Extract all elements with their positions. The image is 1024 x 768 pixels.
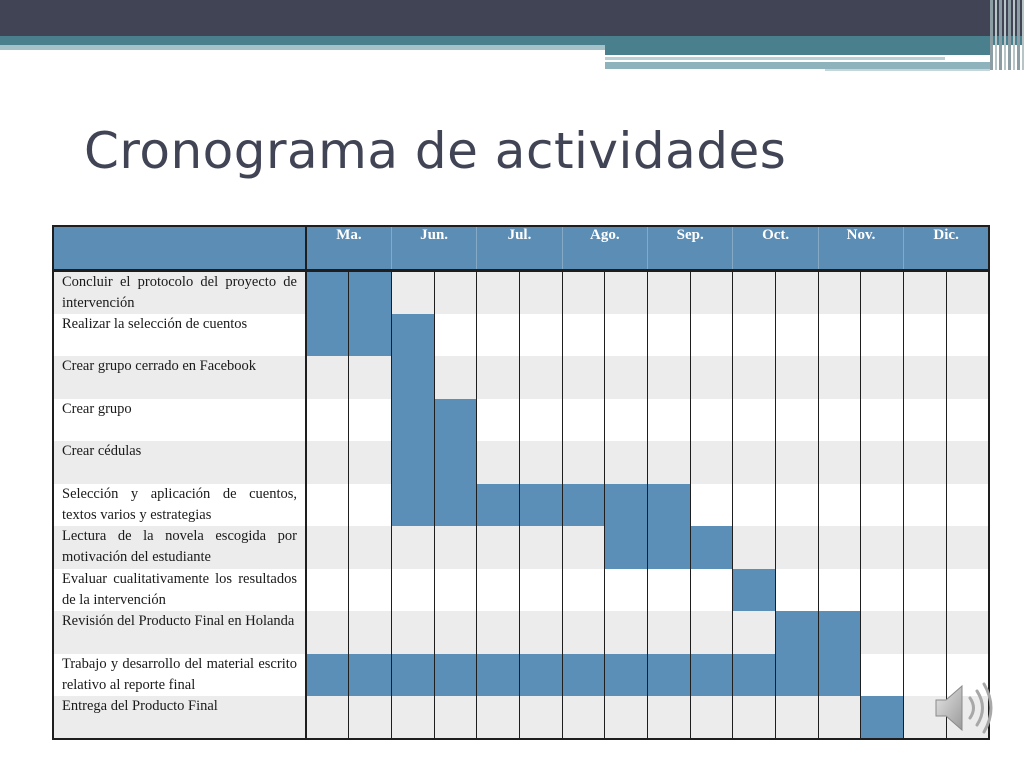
- schedule-cell: [904, 484, 947, 527]
- schedule-cell: [562, 611, 605, 654]
- activity-label: Entrega del Producto Final: [53, 696, 306, 739]
- schedule-cell: [562, 526, 605, 569]
- schedule-cell: [349, 569, 392, 612]
- schedule-cell: [306, 569, 349, 612]
- schedule-cell: [349, 441, 392, 484]
- schedule-cell: [861, 569, 904, 612]
- schedule-cell: [818, 441, 861, 484]
- activity-label: Realizar la selección de cuentos: [53, 314, 306, 357]
- schedule-cell: [605, 399, 648, 442]
- schedule-cell: [391, 611, 434, 654]
- schedule-cell: [519, 356, 562, 399]
- schedule-cell: [861, 611, 904, 654]
- schedule-cell: [349, 399, 392, 442]
- schedule-cell: [946, 441, 989, 484]
- schedule-cell: [776, 696, 819, 739]
- schedule-cell: [477, 314, 520, 357]
- schedule-cell: [349, 611, 392, 654]
- schedule-cell: [776, 314, 819, 357]
- schedule-cell: [818, 526, 861, 569]
- schedule-cell: [306, 484, 349, 527]
- schedule-cell-active: [391, 314, 434, 357]
- schedule-cell-active: [477, 484, 520, 527]
- schedule-cell: [904, 399, 947, 442]
- schedule-cell: [434, 314, 477, 357]
- schedule-cell: [818, 569, 861, 612]
- activity-label: Lectura de la novela escogida por motivación del estudiante: [53, 526, 306, 569]
- month-header: Sep.: [648, 226, 733, 270]
- schedule-cell: [648, 441, 691, 484]
- activity-label: Crear grupo cerrado en Facebook: [53, 356, 306, 399]
- schedule-cell: [861, 399, 904, 442]
- header-band-accent-thin: [605, 57, 945, 60]
- header-band-dark: [0, 0, 1024, 36]
- schedule-cell: [477, 356, 520, 399]
- schedule-cell-active: [477, 654, 520, 697]
- schedule-cell: [648, 356, 691, 399]
- schedule-cell: [434, 696, 477, 739]
- schedule-cell-active: [648, 654, 691, 697]
- activity-label: Trabajo y desarrollo del material escrito relativo al reporte final: [53, 654, 306, 697]
- activity-label: Revisión del Producto Final en Holanda: [53, 611, 306, 654]
- schedule-cell: [818, 696, 861, 739]
- schedule-cell: [648, 696, 691, 739]
- schedule-cell: [733, 526, 776, 569]
- schedule-cell: [349, 696, 392, 739]
- schedule-cell: [306, 696, 349, 739]
- schedule-cell: [733, 611, 776, 654]
- schedule-cell-active: [391, 654, 434, 697]
- schedule-cell: [391, 696, 434, 739]
- schedule-cell-active: [434, 399, 477, 442]
- schedule-cell: [946, 569, 989, 612]
- schedule-cell: [861, 356, 904, 399]
- schedule-cell-active: [648, 484, 691, 527]
- schedule-cell: [733, 270, 776, 314]
- schedule-cell-active: [605, 654, 648, 697]
- schedule-cell: [818, 356, 861, 399]
- header-band-accent: [605, 45, 990, 55]
- schedule-cell-active: [434, 441, 477, 484]
- schedule-cell: [434, 526, 477, 569]
- schedule-cell: [434, 569, 477, 612]
- schedule-cell: [519, 441, 562, 484]
- schedule-table: [52, 225, 990, 740]
- schedule-cell: [946, 611, 989, 654]
- schedule-cell-active: [648, 526, 691, 569]
- schedule-cell-active: [861, 696, 904, 739]
- schedule-cell: [605, 569, 648, 612]
- schedule-cell-active: [306, 270, 349, 314]
- header-band-light: [0, 45, 605, 50]
- schedule-cell: [904, 314, 947, 357]
- schedule-cell: [519, 611, 562, 654]
- schedule-cell: [861, 484, 904, 527]
- activity-row: [53, 314, 989, 357]
- schedule-cell: [648, 314, 691, 357]
- schedule-cell-active: [605, 484, 648, 527]
- month-header: Jul.: [477, 226, 562, 270]
- schedule-cell: [776, 526, 819, 569]
- schedule-cell: [562, 696, 605, 739]
- schedule-cell: [690, 441, 733, 484]
- schedule-cell: [562, 314, 605, 357]
- activity-row: [53, 569, 989, 612]
- month-header: Jun.: [391, 226, 476, 270]
- schedule-cell: [562, 270, 605, 314]
- schedule-body: [53, 270, 989, 739]
- activity-row: [53, 654, 989, 697]
- schedule-cell-active: [306, 314, 349, 357]
- schedule-cell: [861, 314, 904, 357]
- schedule-cell: [690, 314, 733, 357]
- schedule-cell: [946, 314, 989, 357]
- activity-label: Crear grupo: [53, 399, 306, 442]
- schedule-cell: [946, 484, 989, 527]
- schedule-cell: [605, 441, 648, 484]
- header-band-teal: [0, 36, 1024, 45]
- schedule-cell: [648, 611, 691, 654]
- schedule-cell: [519, 569, 562, 612]
- schedule-cell: [519, 696, 562, 739]
- schedule-cell: [904, 441, 947, 484]
- schedule-cell-active: [690, 654, 733, 697]
- activity-row: [53, 399, 989, 442]
- table-header-row: [53, 226, 989, 270]
- schedule-cell: [434, 356, 477, 399]
- month-header: Ago.: [562, 226, 647, 270]
- activity-label: Selección y aplicación de cuentos, textos varios y estrategias: [53, 484, 306, 527]
- schedule-cell-active: [349, 270, 392, 314]
- schedule-cell-active: [519, 654, 562, 697]
- schedule-cell: [477, 441, 520, 484]
- schedule-cell-active: [349, 654, 392, 697]
- schedule-cell: [562, 356, 605, 399]
- activity-row: [53, 356, 989, 399]
- activity-row: [53, 441, 989, 484]
- schedule-cell: [861, 441, 904, 484]
- schedule-cell: [776, 356, 819, 399]
- schedule-cell: [519, 526, 562, 569]
- schedule-cell: [519, 399, 562, 442]
- schedule-cell: [519, 270, 562, 314]
- header-band-accent-line: [825, 69, 990, 71]
- schedule-cell: [690, 399, 733, 442]
- schedule-cell: [605, 696, 648, 739]
- schedule-cell: [818, 484, 861, 527]
- month-header: Dic.: [904, 226, 989, 270]
- schedule-cell: [477, 696, 520, 739]
- schedule-cell-active: [434, 484, 477, 527]
- schedule-cell: [562, 441, 605, 484]
- schedule-cell: [690, 611, 733, 654]
- schedule-cell: [349, 526, 392, 569]
- schedule-cell: [776, 484, 819, 527]
- schedule-cell: [946, 270, 989, 314]
- schedule-cell: [648, 569, 691, 612]
- schedule-cell-active: [776, 611, 819, 654]
- schedule-cell: [605, 270, 648, 314]
- slide-title: Cronograma de actividades: [84, 122, 787, 180]
- schedule-cell: [733, 484, 776, 527]
- schedule-cell: [477, 569, 520, 612]
- schedule-cell-active: [690, 526, 733, 569]
- activity-row: [53, 484, 989, 527]
- schedule-cell: [648, 399, 691, 442]
- schedule-cell: [690, 270, 733, 314]
- schedule-cell: [946, 399, 989, 442]
- schedule-cell: [818, 399, 861, 442]
- schedule-cell: [904, 270, 947, 314]
- schedule-cell: [477, 270, 520, 314]
- schedule-cell: [733, 356, 776, 399]
- schedule-cell-active: [776, 654, 819, 697]
- schedule-cell: [776, 399, 819, 442]
- schedule-cell: [904, 526, 947, 569]
- activity-header-cell: [53, 226, 306, 270]
- schedule-cell: [861, 654, 904, 697]
- month-header: Ma.: [306, 226, 391, 270]
- schedule-cell: [690, 696, 733, 739]
- schedule-cell: [904, 569, 947, 612]
- activity-row: [53, 611, 989, 654]
- schedule-cell-active: [818, 611, 861, 654]
- schedule-cell: [349, 356, 392, 399]
- schedule-cell: [776, 270, 819, 314]
- schedule-cell: [690, 569, 733, 612]
- schedule-cell: [477, 399, 520, 442]
- schedule-cell: [776, 569, 819, 612]
- schedule-cell: [477, 611, 520, 654]
- schedule-cell: [690, 484, 733, 527]
- schedule-cell: [306, 356, 349, 399]
- schedule-cell-active: [733, 569, 776, 612]
- schedule-cell-active: [306, 654, 349, 697]
- schedule-cell: [904, 356, 947, 399]
- schedule-cell-active: [605, 526, 648, 569]
- schedule-cell: [562, 569, 605, 612]
- schedule-cell: [818, 270, 861, 314]
- schedule-cell: [733, 696, 776, 739]
- schedule-cell: [946, 526, 989, 569]
- schedule-cell: [391, 526, 434, 569]
- schedule-cell: [861, 270, 904, 314]
- schedule-cell-active: [391, 441, 434, 484]
- speaker-icon[interactable]: [930, 678, 1000, 738]
- schedule-cell: [946, 356, 989, 399]
- schedule-cell: [733, 314, 776, 357]
- schedule-cell-active: [391, 356, 434, 399]
- schedule-cell: [690, 356, 733, 399]
- activity-row: [53, 270, 989, 314]
- schedule-cell: [306, 526, 349, 569]
- schedule-cell: [477, 526, 520, 569]
- schedule-cell-active: [391, 399, 434, 442]
- schedule-cell: [733, 399, 776, 442]
- schedule-cell-active: [733, 654, 776, 697]
- schedule-cell: [605, 611, 648, 654]
- activity-row: [53, 526, 989, 569]
- schedule-cell: [605, 314, 648, 357]
- schedule-cell-active: [562, 484, 605, 527]
- schedule-cell: [349, 484, 392, 527]
- activity-label: Concluir el protocolo del proyecto de intervención: [53, 270, 306, 314]
- schedule-cell: [818, 314, 861, 357]
- schedule-cell: [306, 399, 349, 442]
- schedule-cell-active: [818, 654, 861, 697]
- schedule-cell: [391, 270, 434, 314]
- header-band-accent-lower: [605, 62, 990, 69]
- schedule-cell: [904, 611, 947, 654]
- schedule-cell-active: [349, 314, 392, 357]
- schedule-cell: [434, 270, 477, 314]
- activity-label: Evaluar cualitativamente los resultados de la intervención: [53, 569, 306, 612]
- corner-stripes: [990, 0, 1024, 70]
- schedule-cell: [434, 611, 477, 654]
- schedule-cell-active: [391, 484, 434, 527]
- schedule-cell: [562, 399, 605, 442]
- schedule-cell-active: [519, 484, 562, 527]
- schedule-cell: [776, 441, 819, 484]
- schedule-cell-active: [434, 654, 477, 697]
- schedule-cell: [861, 526, 904, 569]
- schedule-cell: [306, 441, 349, 484]
- schedule-cell-active: [562, 654, 605, 697]
- activity-label: Crear cédulas: [53, 441, 306, 484]
- month-header: Oct.: [733, 226, 818, 270]
- schedule-cell: [733, 441, 776, 484]
- schedule-cell: [605, 356, 648, 399]
- schedule-cell: [519, 314, 562, 357]
- month-header: Nov.: [818, 226, 903, 270]
- schedule-cell: [648, 270, 691, 314]
- activity-row: [53, 696, 989, 739]
- schedule-cell: [391, 569, 434, 612]
- schedule-cell: [306, 611, 349, 654]
